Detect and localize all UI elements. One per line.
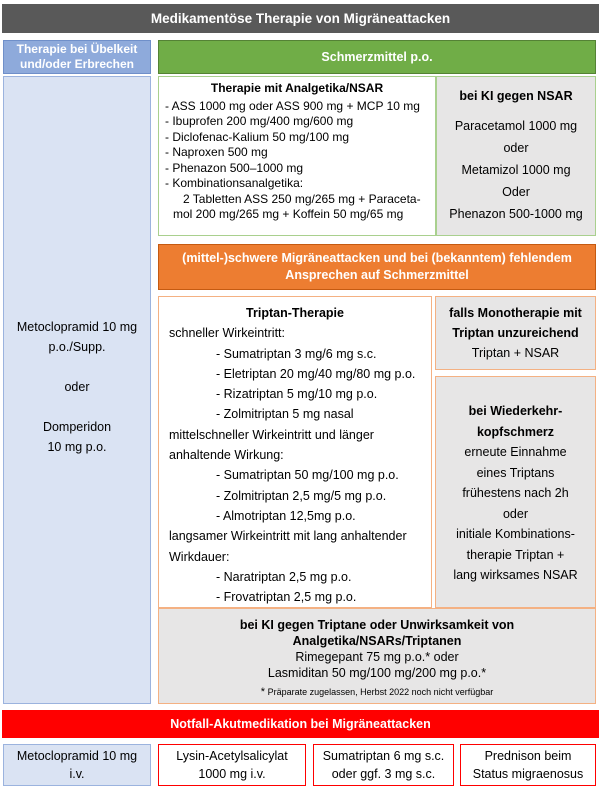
- emergency-line: Lysin-Acetylsalicylat: [176, 749, 288, 763]
- triptan-contraindication-panel: [158, 608, 596, 704]
- combo-line: mol 200 mg/265 mg + Koffein 50 mg/65 mg: [173, 207, 404, 221]
- triptan-item: - Almotriptan 12,5mg p.o.: [216, 508, 356, 523]
- recur-line: therapie Triptan +: [466, 547, 565, 562]
- emergency-line: Status migraenosus: [472, 767, 584, 781]
- ki-nsar-line: oder: [503, 141, 529, 155]
- monotherapy-panel: [435, 296, 596, 370]
- nsaid-item: - Ibuprofen 200 mg/400 mg/600 mg: [165, 114, 354, 128]
- nsaid-item: - ASS 1000 mg oder ASS 900 mg + MCP 10 mg: [165, 98, 420, 113]
- nausea-or: oder: [64, 380, 90, 394]
- nsaid-title: Therapie mit Analgetika/NSAR: [210, 81, 384, 95]
- nsaid-item: - Phenazon 500–1000 mg: [165, 160, 304, 175]
- severe-header: (mittel-)schwere Migräneattacken und bei (bekanntem) fehlendem Ansprechen auf Schmerzmittel: [158, 244, 596, 290]
- emergency-box-sumatriptan: [313, 744, 454, 786]
- triptan-group-label: Wirkdauer:: [169, 549, 230, 564]
- triptan-item: - Rizatriptan 5 mg/10 mg p.o.: [216, 387, 378, 402]
- triptan-item: - Frovatriptan 2,5 mg p.o.: [216, 590, 357, 605]
- nausea-header: Therapie bei Übelkeit und/oder Erbrechen: [3, 40, 151, 74]
- nausea-line: 10 mg p.o.: [47, 440, 107, 454]
- nausea-line: Metoclopramid 10 mg: [16, 320, 138, 334]
- page-title: Medikamentöse Therapie von Migräneattacken: [2, 4, 599, 33]
- note-star: *: [260, 686, 266, 698]
- emergency-line: Prednison beim: [484, 749, 572, 763]
- mono-title: falls Monotherapie mit: [449, 306, 582, 320]
- triptan-item: - Eletriptan 20 mg/40 mg/80 mg p.o.: [216, 366, 416, 381]
- triptan-panel: [158, 296, 432, 608]
- ki-nsar-line: Phenazon 500-1000 mg: [449, 207, 583, 221]
- ki-triptan-line: Rimegepant 75 mg p.o.* oder: [295, 650, 459, 664]
- emergency-line: i.v.: [69, 767, 85, 781]
- triptan-item: - Zolmitriptan 2,5 mg/5 mg p.o.: [216, 488, 387, 503]
- ki-triptan-line: Lasmiditan 50 mg/100 mg/200 mg p.o.*: [267, 666, 487, 680]
- nausea-line: p.o./Supp.: [48, 340, 106, 354]
- triptan-item: - Naratriptan 2,5 mg p.o.: [216, 569, 352, 584]
- mono-title: Triptan unzureichend: [452, 326, 579, 340]
- triptan-item: - Sumatriptan 3 mg/6 mg s.c.: [216, 346, 377, 361]
- emergency-box-lysin: [158, 744, 306, 786]
- ki-nsar-line: Paracetamol 1000 mg: [454, 119, 578, 133]
- emergency-line: oder ggf. 3 mg s.c.: [331, 767, 436, 781]
- triptan-item: - Zolmitriptan 5 mg nasal: [216, 407, 354, 422]
- triptan-title: Triptan-Therapie: [246, 306, 344, 320]
- triptan-group-label: langsamer Wirkeintritt mit lang anhaltender: [169, 529, 407, 544]
- recur-line: eines Triptans: [476, 465, 555, 480]
- combo-line: 2 Tabletten ASS 250 mg/265 mg + Paraceta-: [183, 191, 421, 206]
- triptan-group-label: schneller Wirkeintritt:: [169, 326, 285, 341]
- nsaid-panel: [158, 76, 436, 236]
- emergency-box-metoclopramid: [3, 744, 151, 786]
- emergency-line: Metoclopramid 10 mg: [16, 749, 138, 763]
- recur-title: kopfschmerz: [476, 424, 555, 439]
- ki-nsar-title: bei KI gegen NSAR: [459, 89, 573, 103]
- ki-triptan-title: Analgetika/NSARs/Triptanen: [292, 634, 462, 648]
- nsaid-item: - Kombinationsanalgetika:: [165, 176, 304, 190]
- ki-nsar-line: Metamizol 1000 mg: [461, 163, 571, 177]
- nsaid-item: - Naproxen 500 mg: [165, 145, 268, 159]
- recurrence-panel: [435, 376, 596, 608]
- nsaid-contraindication-panel: [436, 76, 596, 236]
- emergency-line: Sumatriptan 6 mg s.c.: [322, 749, 445, 763]
- nausea-panel: [3, 76, 151, 704]
- recur-line: lang wirksames NSAR: [453, 568, 578, 582]
- ki-nsar-line: Oder: [502, 185, 530, 199]
- nsaid-item: - Diclofenac-Kalium 50 mg/100 mg: [165, 129, 350, 144]
- triptan-group-label: anhaltende Wirkung:: [169, 448, 284, 463]
- availability-note: [159, 684, 595, 700]
- recur-line: frühestens nach 2h: [462, 486, 569, 500]
- emergency-box-prednison: [460, 744, 596, 786]
- note-text: Präparate zugelassen, Herbst 2022 noch nicht verfügbar: [267, 687, 494, 697]
- recur-line: initiale Kombinations-: [456, 527, 575, 541]
- painkiller-header: Schmerzmittel p.o.: [158, 40, 596, 74]
- recur-title: bei Wiederkehr-: [468, 404, 563, 418]
- recur-line: oder: [502, 506, 529, 521]
- nausea-line: Domperidon: [42, 420, 112, 434]
- emergency-header: Notfall-Akutmedikation bei Migräneattacken: [2, 710, 599, 738]
- triptan-group-label: mittelschneller Wirkeintritt und länger: [169, 427, 374, 442]
- mono-text: Triptan + NSAR: [471, 346, 560, 360]
- ki-triptan-title: bei KI gegen Triptane oder Unwirksamkeit von: [239, 618, 515, 632]
- triptan-item: - Sumatriptan 50 mg/100 mg p.o.: [216, 468, 399, 483]
- recur-line: erneute Einnahme: [464, 445, 567, 459]
- emergency-line: 1000 mg i.v.: [198, 767, 266, 781]
